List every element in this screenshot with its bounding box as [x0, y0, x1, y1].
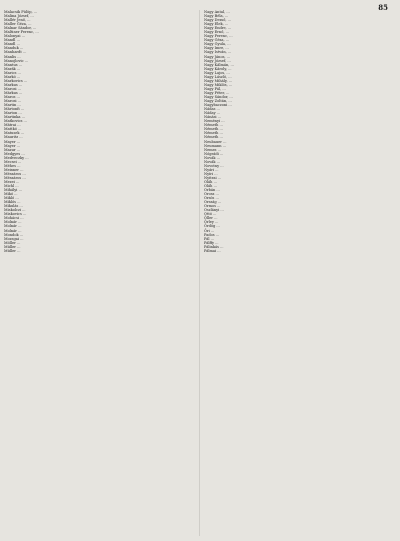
page-number: 85: [378, 3, 388, 12]
directory-entry: Mandl ...: [4, 38, 20, 43]
directory-entry: Mártonfi ...: [4, 107, 25, 112]
directory-entry: Nyári ...: [204, 167, 219, 172]
directory-entry: Marics ...: [4, 70, 21, 75]
directory-entry: Nádas ...: [204, 107, 220, 112]
directory-entry: Maller Géza, ...: [4, 22, 32, 27]
directory-entry: Nagy Géza, ...: [204, 38, 230, 43]
directory-entry: Manojlovic ...: [4, 58, 29, 63]
directory-entry: Nagy Lajos, ...: [204, 70, 230, 75]
directory-entry: Oláh ...: [204, 184, 217, 189]
directory-entry: Márkus ...: [4, 90, 23, 95]
directory-entry: Mayer ...: [4, 139, 21, 144]
directory-entry: Miklós ...: [4, 200, 21, 205]
directory-entry: Nagy Gyula, ...: [204, 42, 231, 47]
directory-entry: Neubauer ...: [204, 139, 227, 144]
directory-entry: Mátrai ...: [4, 123, 21, 128]
directory-entry: Malina József, ...: [4, 14, 34, 19]
directory-entry: Őri ...: [204, 228, 215, 233]
directory-entry: Medveczky ...: [4, 155, 29, 160]
directory-entry: Manlis ...: [4, 54, 21, 59]
directory-entry: Németh ...: [204, 123, 223, 128]
directory-entry: Novotny ...: [204, 163, 224, 168]
directory-entry: Méhes ...: [4, 163, 21, 168]
directory-entry: Mayer ...: [4, 143, 21, 148]
directory-entry: Maros ...: [4, 94, 20, 99]
directory-entry: Meixner ...: [4, 167, 24, 172]
directory-entry: Novák ...: [204, 159, 221, 164]
directory-entry: Nagy István, ...: [204, 50, 232, 55]
directory-entry: Müller ...: [4, 248, 21, 253]
directory-entry: Miskovics ...: [4, 212, 27, 217]
directory-entry: Nyíri ...: [204, 171, 218, 176]
directory-entry: Matusek ...: [4, 131, 25, 136]
directory-entry: Nagy Imre, ...: [204, 46, 229, 51]
directory-entry: Mandl ...: [4, 42, 20, 47]
directory-entry: Nagy József, ...: [204, 58, 231, 63]
directory-entry: Mauritz ...: [4, 135, 23, 140]
directory-entry: Oszlányi ...: [204, 208, 224, 213]
directory-entry: Neményi ...: [204, 119, 225, 124]
directory-entry: Martinka ...: [4, 115, 26, 120]
directory-entry: Nagy Dezső, ...: [204, 18, 232, 23]
directory-entry: Nagy Sándor, ...: [204, 94, 233, 99]
directory-entry: Mohácsi ...: [4, 216, 24, 221]
directory-entry: Novák ...: [204, 155, 221, 160]
directory-entry: Matkovics ...: [4, 119, 27, 124]
directory-entry: Nemes ...: [204, 147, 221, 152]
directory-entry: Neumann ...: [204, 143, 227, 148]
directory-entry: Markus ...: [4, 82, 23, 87]
directory-entry: Mészáros ...: [4, 175, 26, 180]
directory-entry: Orbán ...: [204, 188, 220, 193]
directory-entry: Nagy Kálmán, ...: [204, 62, 234, 67]
directory-entry: Orsós ...: [204, 196, 219, 201]
right-column: [204, 10, 394, 536]
directory-entry: Németh ...: [204, 131, 223, 136]
directory-entry: Pál ...: [204, 236, 214, 241]
directory-entry: Maltiner Ferenc, ...: [4, 30, 39, 35]
directory-entry: Nógrádi ...: [204, 151, 224, 156]
directory-entry: Mezei ...: [4, 179, 20, 184]
directory-entry: Marosi ...: [4, 99, 22, 104]
directory-entry: Nagy László, ...: [204, 74, 232, 79]
directory-entry: Marák ...: [4, 66, 21, 71]
directory-entry: Nagy János, ...: [204, 54, 231, 59]
directory-entry: Mihályi ...: [4, 188, 22, 193]
directory-entry: Molnár ...: [4, 224, 22, 229]
directory-entry: Nyitrai ...: [204, 175, 222, 180]
directory-entry: Marton ...: [4, 111, 22, 116]
directory-entry: Nagy Pál, ...: [204, 86, 226, 91]
directory-entry: Ország ...: [204, 200, 222, 205]
directory-entry: Náday ...: [204, 111, 221, 116]
directory-entry: Mikó ...: [4, 192, 18, 197]
directory-entry: Mondok ...: [4, 232, 24, 237]
directory-entry: Mészáros ...: [4, 171, 26, 176]
directory-entry: Oláh ...: [204, 179, 217, 184]
directory-entry: Mozsgai ...: [4, 236, 24, 241]
directory-entry: Pálffy ...: [204, 240, 219, 245]
directory-entry: Ormos ...: [204, 204, 221, 209]
left-column: [4, 10, 194, 536]
directory-entry: Nagy Mihály, ...: [204, 78, 233, 83]
directory-entry: Müller ...: [4, 244, 21, 249]
directory-entry: Nagy Béla, ...: [204, 14, 229, 19]
directory-entry: Malacsik Fülöp, ...: [4, 10, 38, 14]
directory-entry: Nagy Károly, ...: [204, 66, 232, 71]
directory-entry: Németh ...: [204, 135, 223, 140]
column-divider: [199, 10, 200, 536]
directory-entry: Michl ...: [4, 184, 19, 189]
directory-entry: Ottó ...: [204, 212, 217, 217]
directory-entry: Medgyes ...: [4, 151, 25, 156]
directory-entry: Molnár ...: [4, 228, 22, 233]
directory-entry: Mallér Jenő, ...: [4, 18, 31, 23]
directory-entry: Manduk ...: [4, 46, 24, 51]
directory-entry: Mikló ...: [4, 196, 19, 201]
directory-entry: Malnar Sándor, ...: [4, 26, 37, 31]
directory-entry: Mikulás ...: [4, 204, 23, 209]
directory-entry: Ördög ...: [204, 224, 220, 229]
directory-entry: Nagybaczoni ...: [204, 103, 232, 108]
directory-entry: Nagy Péter, ...: [204, 90, 230, 95]
directory-entry: Manhardt ...: [4, 50, 27, 55]
directory-entry: Molnár ...: [4, 220, 22, 225]
directory-entry: Malonyai ...: [4, 34, 26, 39]
directory-entry: Öller ...: [204, 216, 218, 221]
directory-entry: Martin ...: [4, 103, 21, 108]
directory-entry: Nagy Elek, ...: [204, 22, 229, 27]
directory-entry: Pálmai ...: [204, 248, 221, 253]
directory-entry: Nagy Antal, ...: [204, 10, 230, 14]
directory-entry: Möller ...: [4, 240, 21, 245]
directory-entry: Markó ...: [4, 74, 21, 79]
directory-entry: Nagy Miklós, ...: [204, 82, 233, 87]
directory-entry: Miskolczi ...: [4, 208, 26, 213]
directory-entry: Pados ...: [204, 232, 220, 237]
directory-entry: Markovics ...: [4, 78, 28, 83]
directory-entry: Nánási ...: [204, 115, 222, 120]
directory-entry: Pálinkás ...: [204, 244, 224, 249]
directory-entry: Nagy Endre, ...: [204, 26, 232, 31]
directory-entry: Nagy Zoltán, ...: [204, 99, 232, 104]
directory-entry: Mantus ...: [4, 62, 23, 67]
directory-entry: Orosz ...: [204, 192, 219, 197]
directory-entry: Mattkó ...: [4, 127, 22, 132]
directory-entry: Mazur ...: [4, 147, 21, 152]
directory-entry: Mecsei ...: [4, 159, 22, 164]
directory-entry: Németh ...: [204, 127, 223, 132]
directory-entry: Nagy Ernő, ...: [204, 30, 229, 35]
directory-entry: Marosi ...: [4, 86, 22, 91]
directory-entry: Nagy Ferenc, ...: [204, 34, 233, 39]
directory-entry: Örley ...: [204, 220, 219, 225]
